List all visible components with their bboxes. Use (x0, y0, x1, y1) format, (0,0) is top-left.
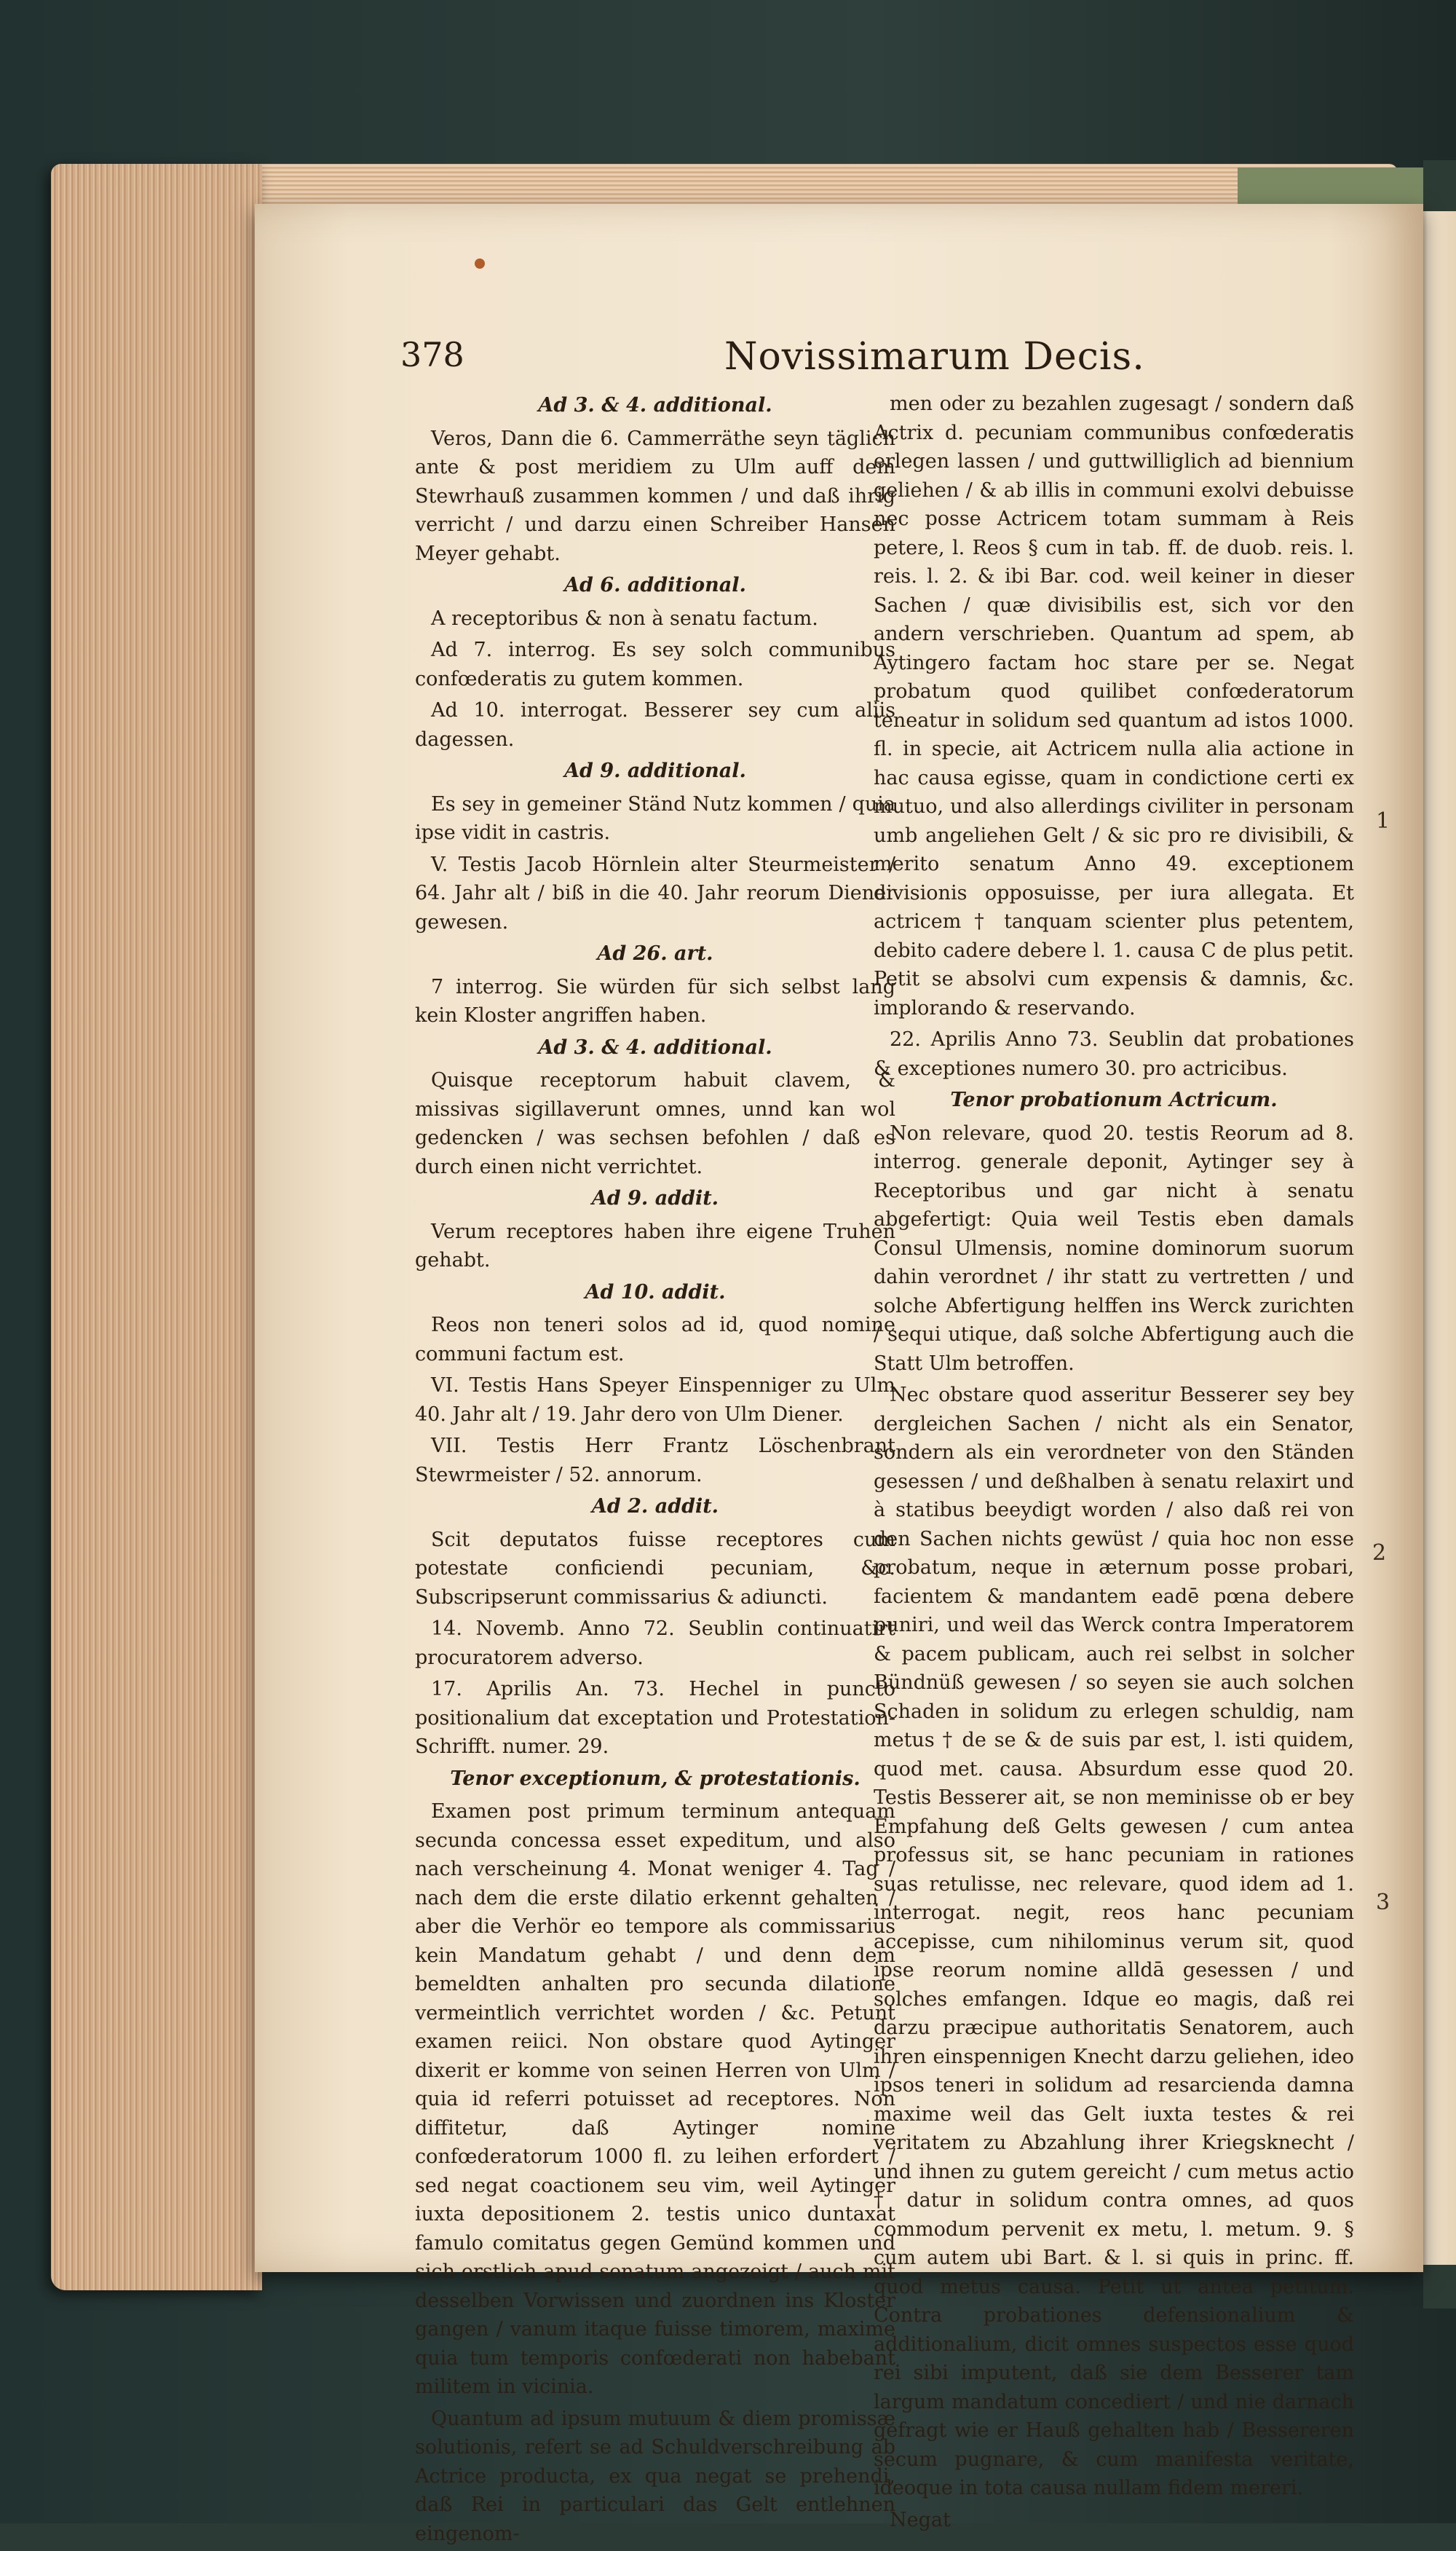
section-heading: Ad 10. addit. (585, 1280, 726, 1304)
text-paragraph: A receptoribus & non à senatu factum. (431, 607, 818, 630)
section-heading: Ad 6. additional. (564, 574, 746, 596)
page-number: 378 (400, 335, 464, 374)
margin-mark: 3 (1376, 1890, 1390, 1915)
text-paragraph: VI. Testis Hans Speyer Einspenniger zu Ulm 40. Jahr alt / 19. Jahr dero von Ulm Diener. (415, 1374, 895, 1426)
text-paragraph: Examen post primum terminum antequam secunda concessa esset expeditum, und also nach verscheinung 4. Monat weniger 4. Tag / nach dem die erste dilatio erkennt gehalten / aber die Verhör eo tempore als commissarius kein Mandatum gehabt / und denn dem bemeldten anhalten pro secunda dilatione vermeintlich verrichtet worden / &c. Petunt examen reiici. Non obstare quod Aytinger dixerit er komme von seinen Herren von Ulm / quia id referri potuisset ad receptores. Non diffitetur, daß Aytinger nomine confœderatorum 1000 fl. zu leihen erfordert / sed negat coactionem seu vim, weil Aytinger iuxta depositionem 2. testis unico duntaxat famulo comitatus gegen Gemünd kommen und sich erstlich apud senatum angezeigt / auch mit desselben Vorwissen und zuordnen ins Kloster gangen / vanum itaque fuisse timorem, maxime quia tum temporis confœderati non habebant militem in vicinia. (415, 1800, 895, 2398)
text-paragraph: Es sey in gemeiner Ständ Nutz kommen / quia ipse vidit in castris. (415, 792, 895, 844)
text-paragraph: Nec obstare quod asseritur Besserer sey bey dergleichen Sachen / nicht als ein Senator, sondern als ein verordneter von den Ständen gesessen / und deßhalben à senatu relaxirt und à statibus beeydigt worden / also daß rei von den Sachen nichts gewüst / quia hoc non esse probatum, neque in æternum posse probari, facientem & mandantem eadē pœna debere puniri, und weil das Werck contra Imperatorem & pacem publicam, auch rei selbst in solcher Bündnüß gewesen / so seyen sie auch solchen Schaden in solidum zu erlegen schuldig, nam metus † de se & de suis par est, l. isti quidem, quod met. causa. Absurdum esse quod 20. Testis Besserer ait, se non meminisse ob er bey Empfahung deß Gelts gewesen / cum antea professus sit, se hanc pecuniam in rationes suas retulisse, nec relevare, quod idem ad 1. interrogat. negit, reos hanc pecuniam accepisse, cum nihilominus verum sit, quod ipse reorum nomine alldā gesessen / und solches emfangen. Idque eo magis, daß rei darzu præcipue authoritatis Senatorem, auch ihren einspennigen Knecht darzu geliehen, ideo ipsos teneri in solidum ad resarcienda damna maxime weil das Gelt iuxta testes & rei veritatem zu Abzahlung ihrer Kriegsknecht / und ihnen zu gutem gereicht / cum metus actio † datur in solidum contra omnes, ad quos commodum pervenit ex metu, l. metum. 9. § cum autem ubi Bart. & l. si quis in princ. ff. quod metus causa. Petit ut antea petitum. Contra probationes defensionalium & additionalium, dicit omnes suspectos esse quod rei sibi imputent, daß sie dem Besserer tam largum mandatum concediert / und nie darnach gefragt wie er Hauß gehalten hab / Bessereren secum pugnare, & cum manifesta veritate, ideoque in tota causa nullam fidem mereri. (874, 1384, 1354, 2499)
right-text-column (874, 390, 1354, 2537)
page-header (400, 335, 1369, 386)
book-page-edges (51, 164, 262, 2290)
text-paragraph: Scit deputatos fuisse receptores cum potestate conficiendi pecuniam, &c. Subscripserunt commissarius & adiuncti. (415, 1528, 895, 1609)
ink-dot (475, 259, 485, 269)
section-heading: Ad 3. & 4. additional. (538, 394, 772, 417)
section-heading: Tenor exceptionum, & protestationis. (450, 1767, 860, 1790)
section-heading: Ad 9. addit. (591, 1187, 719, 1210)
text-paragraph: Ad 7. interrog. Es sey solch communibus confœderatis zu gutem kommen. (415, 639, 895, 690)
section-heading: Ad 9. additional. (564, 760, 746, 782)
text-paragraph: 22. Aprilis Anno 73. Seublin dat probationes & exceptiones numero 30. pro actricibus. (874, 1028, 1354, 1080)
text-paragraph: Veros, Dann die 6. Cammerräthe seyn täglich ante & post meridiem zu Ulm auff dem Stewrhauß zusammen kommen / und daß ihrig verricht / und darzu einen Schreiber Hansen Meyer gehabt. (415, 427, 895, 565)
margin-mark: 2 (1372, 1540, 1387, 1566)
text-paragraph: Ad 10. interrogat. Besserer sey cum aliis dagessen. (415, 699, 895, 751)
left-text-column (415, 390, 895, 2551)
section-heading: Ad 26. art. (597, 942, 713, 965)
text-paragraph: 17. Aprilis An. 73. Hechel in puncto positionalium dat exceptation und Protestation-Schrifft. numer. 29. (415, 1678, 895, 1758)
section-heading: Ad 3. & 4. additional. (538, 1036, 772, 1059)
margin-mark: 1 (1376, 808, 1390, 834)
text-paragraph: V. Testis Jacob Hörnlein alter Steurmeister / 64. Jahr alt / biß in die 40. Jahr reorum Diener gewesen. (415, 853, 895, 934)
section-heading: Ad 2. addit. (591, 1495, 719, 1518)
text-paragraph: Negat (890, 2508, 951, 2531)
text-paragraph: Non relevare, quod 20. testis Reorum ad 8. interrog. generale deponit, Aytinger sey à Receptoribus und gar nicht à senatu abgefertigt: Quia weil Testis eben damals Consul Ulmensis, nomine dominorum suorum dahin verordnet / ihr statt zu vertretten / und solche Abfertigung helffen ins Werck zurichten / sequi utique, daß solche Abfertigung auch die Statt Ulm betroffen. (874, 1121, 1354, 1375)
text-paragraph: Quantum ad ipsum mutuum & diem promissæ solutionis, refert se ad Schuldverschreibung ab Actrice producta, ex qua negat se prehendi, daß Rei in particulari das Gelt entlehnen eingenom- (415, 2407, 895, 2545)
running-title: Novissimarum Decis. (724, 335, 1145, 379)
text-paragraph: VII. Testis Herr Frantz Löschenbrant Stewrmeister / 52. annorum. (415, 1435, 895, 1486)
text-paragraph: 7 interrog. Sie würden für sich selbst lang kein Kloster angriffen haben. (415, 975, 895, 1027)
text-paragraph: Reos non teneri solos ad id, quod nomine communi factum est. (415, 1314, 895, 1365)
text-paragraph: Verum receptores haben ihre eigene Truhen gehabt. (415, 1220, 895, 1271)
text-paragraph: 14. Novemb. Anno 72. Seublin continuatirt procuratorem adverso. (415, 1617, 895, 1669)
section-heading: Tenor probationum Actricum. (950, 1089, 1278, 1111)
text-paragraph: men oder zu bezahlen zugesagt / sondern daß Actrix d. pecuniam communibus confœderatis erlegen lassen / und guttwilliglich ad biennium geliehen / & ab illis in communi exolvi debuisse nec posse Actricem totam summam à Reis petere, l. Reos § cum in tab. ff. de duob. reis. l. reis. l. 2. & ibi Bar. cod. weil keiner in dieser Sachen / quæ divisibilis est, sich vor den andern verschrieben. Quantum ad spem, ab Aytingero factam hoc stare per se. Negat probatum quod quilibet confœderatorum teneatur in solidum sed quantum ad istos 1000. fl. in specie, ait Actricem nulla alia actione in hac causa egisse, quam in condictione certi ex mutuo, und also allerdings civiliter in personam umb angeliehen Gelt / & sic pro re divisibili, & merito senatum Anno 49. exceptionem divisionis opposuisse, per iura allegata. Et actricem † tanquam scienter plus petentem, debito cadere debere l. 1. causa C de plus petit. Petit se absolvi cum expensis & damnis, &c. implorando & reservando. (874, 393, 1354, 1020)
text-paragraph: Quisque receptorum habuit clavem, & missivas sigillaverunt omnes, unnd kan wol gedencken / was sechsen befohlen / daß es durch einen nicht verrichtet. (415, 1069, 895, 1178)
